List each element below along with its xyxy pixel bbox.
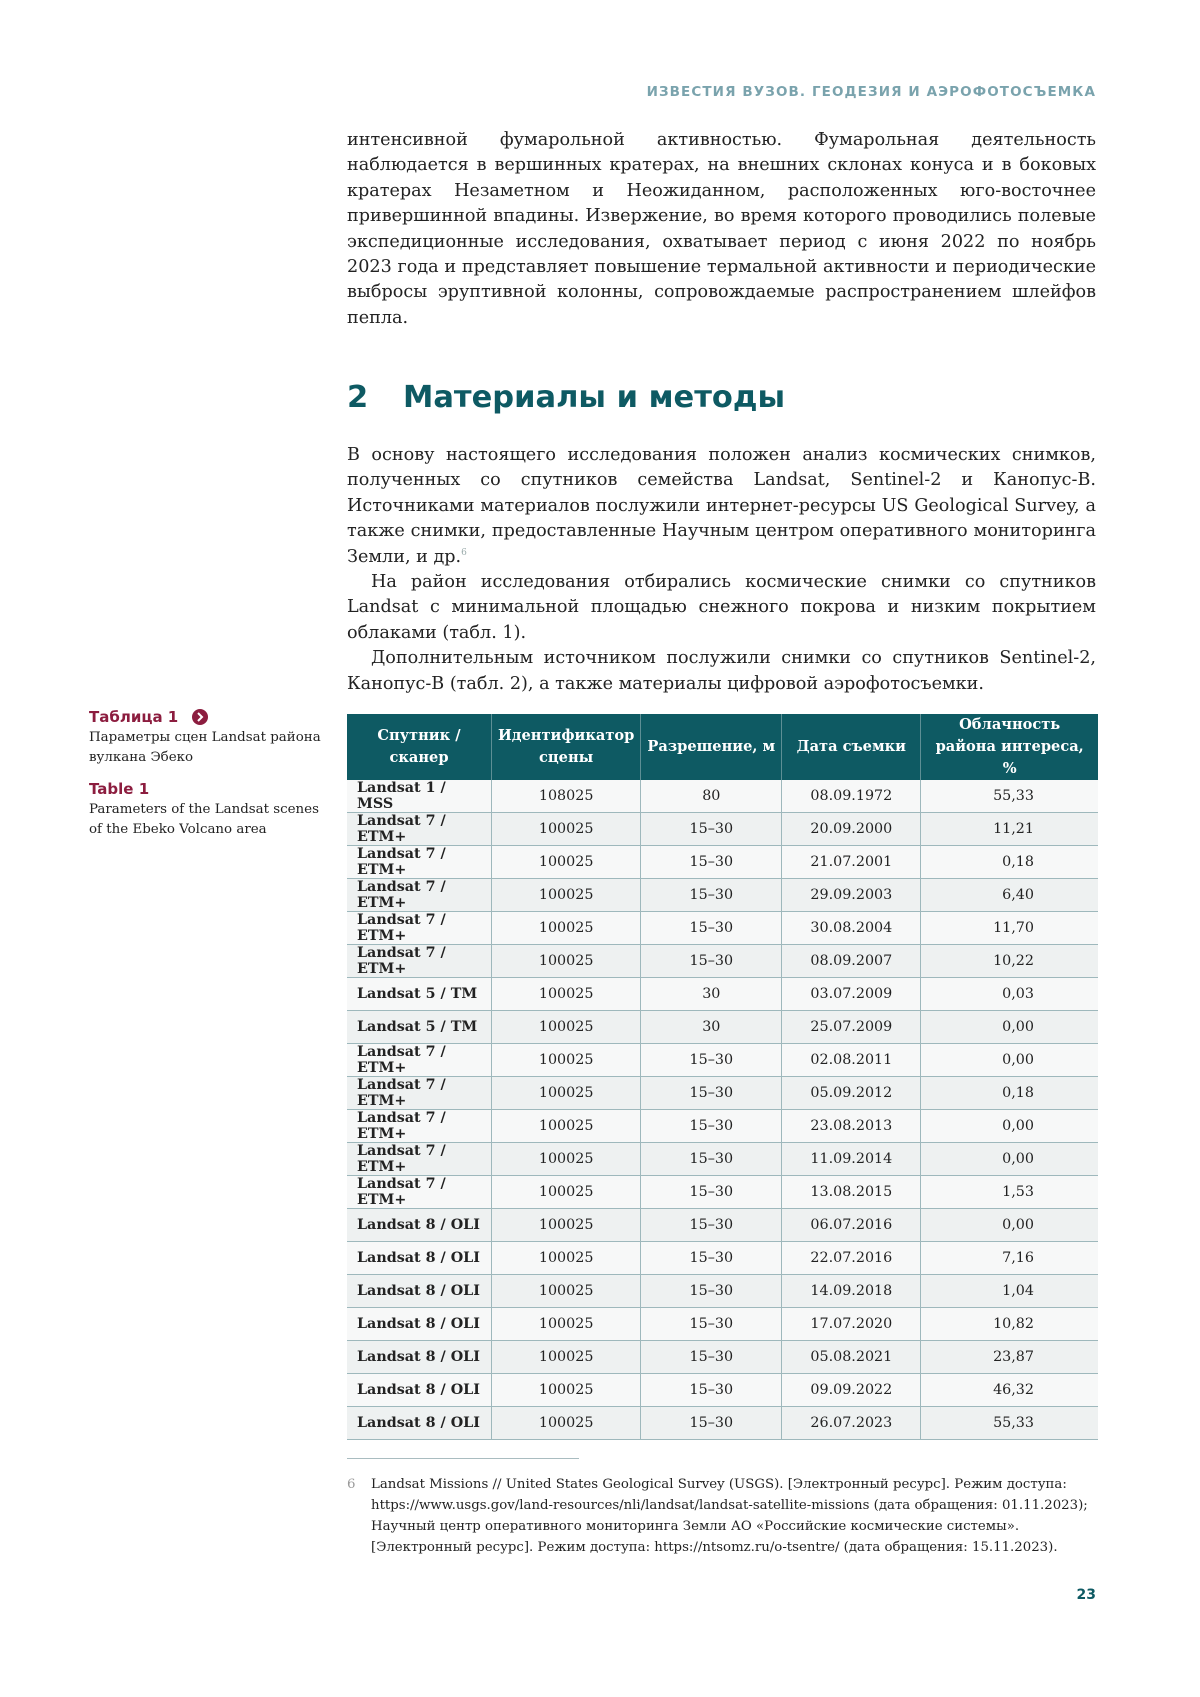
table-caption-en	[89, 780, 329, 840]
table-cell: 08.09.1972	[782, 780, 921, 813]
table-cell: Landsat 7 / ETM+	[347, 813, 492, 846]
table-cell: 20.09.2000	[782, 813, 921, 846]
table-cell: 26.07.2023	[782, 1407, 921, 1440]
table-cell: 02.08.2011	[782, 1044, 921, 1077]
table-row	[347, 1275, 1098, 1308]
table-header-row	[347, 714, 1098, 780]
column-header: Идентификатор сцены	[492, 714, 641, 780]
table-cell: 0,18	[921, 1077, 1098, 1110]
table-row	[347, 1374, 1098, 1407]
table-row	[347, 1011, 1098, 1044]
table-cell: Landsat 5 / TM	[347, 978, 492, 1011]
table-cell: 30	[641, 978, 782, 1011]
table-cell: Landsat 7 / ETM+	[347, 1110, 492, 1143]
landsat-scenes-table	[347, 714, 1098, 1440]
table-cell: 100025	[492, 879, 641, 912]
table-cell: 100025	[492, 1242, 641, 1275]
table-row	[347, 912, 1098, 945]
table-cell: 22.07.2016	[782, 1242, 921, 1275]
table-cell: 0,00	[921, 1209, 1098, 1242]
methods-paragraph-2: На район исследования отбирались космические снимки со спутников Landsat с минимальной площадью снежного покрова и низким покрытием облаками (табл. 1).	[347, 572, 1096, 643]
table-cell: 100025	[492, 978, 641, 1011]
table-cell: 15–30	[641, 813, 782, 846]
table-cell: Landsat 7 / ETM+	[347, 1077, 492, 1110]
table-row	[347, 1209, 1098, 1242]
table-caption-ru	[89, 708, 329, 768]
table-cell: Landsat 7 / ETM+	[347, 879, 492, 912]
table-cell: Landsat 7 / ETM+	[347, 1044, 492, 1077]
footnote-text: Landsat Missions // United States Geological Survey (USGS). [Электронный ресурс]. Режим доступа: https://www.usgs.gov/land-resources/nli/landsat/landsat-satellite-missions (дата обращения: 01.11.2023); Научный центр оперативного мониторинга Земли АО «Российские космические системы». [Электронный ресурс]. Режим доступа: https://ntsomz.ru/o-tsentre/ (дата обращения: 15.11.2023).	[371, 1477, 1088, 1555]
table-cell: 100025	[492, 1374, 641, 1407]
column-header: Разрешение, м	[641, 714, 782, 780]
table-cell: 15–30	[641, 1275, 782, 1308]
table-cell: 6,40	[921, 879, 1098, 912]
table-cell: 15–30	[641, 1242, 782, 1275]
table-cell: Landsat 5 / TM	[347, 1011, 492, 1044]
table-cell: 15–30	[641, 1176, 782, 1209]
table-row	[347, 1407, 1098, 1440]
table-cell: 0,18	[921, 846, 1098, 879]
page-number: 23	[1076, 1587, 1096, 1603]
table-row	[347, 1242, 1098, 1275]
table-cell: 100025	[492, 1176, 641, 1209]
table-row	[347, 846, 1098, 879]
section-number: 2	[347, 380, 369, 415]
table-cell: 15–30	[641, 1077, 782, 1110]
table-cell: 100025	[492, 912, 641, 945]
table-cell: 80	[641, 780, 782, 813]
caption-label-ru	[89, 708, 329, 726]
table-cell: 03.07.2009	[782, 978, 921, 1011]
table-cell: 100025	[492, 1143, 641, 1176]
methods-paragraph-3: Дополнительным источником послужили снимки со спутников Sentinel-2, Канопус-В (табл. 2), а также материалы цифровой аэрофотосъемки.	[347, 648, 1096, 694]
table-cell: 100025	[492, 1275, 641, 1308]
table-cell: 15–30	[641, 945, 782, 978]
table-cell: 05.09.2012	[782, 1077, 921, 1110]
table-cell: Landsat 7 / ETM+	[347, 1176, 492, 1209]
table-cell: 13.08.2015	[782, 1176, 921, 1209]
table-row	[347, 1176, 1098, 1209]
footnote-ref[interactable]: 6	[461, 547, 467, 558]
table-cell: 30	[641, 1011, 782, 1044]
table-cell: 55,33	[921, 780, 1098, 813]
table-cell: 11,21	[921, 813, 1098, 846]
table-cell: 15–30	[641, 1308, 782, 1341]
table-cell: 0,00	[921, 1143, 1098, 1176]
table-cell: 100025	[492, 1308, 641, 1341]
table-row	[347, 1044, 1098, 1077]
chevron-right-icon[interactable]	[192, 709, 208, 725]
column-header: Дата съемки	[782, 714, 921, 780]
table-row	[347, 1341, 1098, 1374]
table-cell: 100025	[492, 1011, 641, 1044]
table-cell: Landsat 7 / ETM+	[347, 846, 492, 879]
table-cell: 15–30	[641, 846, 782, 879]
table-cell: 100025	[492, 1077, 641, 1110]
table-cell: 15–30	[641, 1209, 782, 1242]
table-cell: 15–30	[641, 1044, 782, 1077]
table-cell: Landsat 8 / OLI	[347, 1275, 492, 1308]
table-body	[347, 780, 1098, 1440]
table-cell: 09.09.2022	[782, 1374, 921, 1407]
table-row	[347, 945, 1098, 978]
table-cell: 29.09.2003	[782, 879, 921, 912]
table-cell: Landsat 8 / OLI	[347, 1407, 492, 1440]
table-cell: 15–30	[641, 1407, 782, 1440]
table-cell: 0,00	[921, 1044, 1098, 1077]
table-cell: 0,03	[921, 978, 1098, 1011]
table-cell: 100025	[492, 1407, 641, 1440]
table-cell: 100025	[492, 1110, 641, 1143]
table-cell: Landsat 8 / OLI	[347, 1242, 492, 1275]
table-cell: 15–30	[641, 879, 782, 912]
table-cell: 11,70	[921, 912, 1098, 945]
table-cell: Landsat 1 / MSS	[347, 780, 492, 813]
table-row	[347, 813, 1098, 846]
table-cell: 23.08.2013	[782, 1110, 921, 1143]
table-cell: 0,00	[921, 1110, 1098, 1143]
table-cell: 08.09.2007	[782, 945, 921, 978]
methods-paragraph-1	[347, 443, 1096, 570]
table-cell: 100025	[492, 1209, 641, 1242]
table-row	[347, 1077, 1098, 1110]
table-row	[347, 1143, 1098, 1176]
table-cell: 100025	[492, 813, 641, 846]
intro-paragraph: интенсивной фумарольной активностью. Фумарольная деятельность наблюдается в вершинных кратерах, на внешних склонах конуса и в боковых кратерах Незаметном и Неожиданном, расположенных юго-восточнее привершинной впадины. Извержение, во время которого проводились полевые экспедиционные исследования, охватывает период с июня 2022 по ноябрь 2023 года и представляет повышение термальной активности и периодические выбросы эруптивной колонны, сопровождаемые распространением шлейфов пепла.	[347, 130, 1096, 328]
table-cell: 100025	[492, 1044, 641, 1077]
table-cell: Landsat 7 / ETM+	[347, 945, 492, 978]
caption-text-ru: Параметры сцен Landsat района вулкана Эбеко	[89, 730, 321, 765]
caption-label-en: Table 1	[89, 780, 150, 798]
table-cell: 21.07.2001	[782, 846, 921, 879]
table-row	[347, 1308, 1098, 1341]
running-head: ИЗВЕСТИЯ ВУЗОВ. ГЕОДЕЗИЯ И АЭРОФОТОСЪЕМКА	[646, 84, 1096, 100]
column-header: Спутник / сканер	[347, 714, 492, 780]
table-cell: 15–30	[641, 1143, 782, 1176]
table-cell: 100025	[492, 846, 641, 879]
table-cell: 46,32	[921, 1374, 1098, 1407]
table-row	[347, 1110, 1098, 1143]
table-cell: 15–30	[641, 1341, 782, 1374]
table-cell: Landsat 8 / OLI	[347, 1308, 492, 1341]
table-cell: Landsat 8 / OLI	[347, 1341, 492, 1374]
caption-label-ru-text: Таблица 1	[89, 708, 179, 726]
column-header: Облачность района интереса, %	[921, 714, 1098, 780]
table-cell: 30.08.2004	[782, 912, 921, 945]
table-row	[347, 978, 1098, 1011]
table-cell: 11.09.2014	[782, 1143, 921, 1176]
table-cell: 100025	[492, 1341, 641, 1374]
footnote-number: 6	[347, 1477, 356, 1492]
table-cell: 15–30	[641, 912, 782, 945]
table-cell: 55,33	[921, 1407, 1098, 1440]
table-cell: Landsat 8 / OLI	[347, 1209, 492, 1242]
table-row	[347, 780, 1098, 813]
table-cell: 17.07.2020	[782, 1308, 921, 1341]
table-row	[347, 879, 1098, 912]
section-title: Материалы и методы	[403, 380, 786, 415]
table-cell: 25.07.2009	[782, 1011, 921, 1044]
table-cell: 100025	[492, 945, 641, 978]
table-cell: 1,53	[921, 1176, 1098, 1209]
caption-text-en: Parameters of the Landsat scenes of the Ebeko Volcano area	[89, 802, 319, 837]
table-cell: 108025	[492, 780, 641, 813]
table-cell: 05.08.2021	[782, 1341, 921, 1374]
table-cell: 06.07.2016	[782, 1209, 921, 1242]
methods-paragraph-1-text: В основу настоящего исследования положен анализ космических снимков, полученных со спутников семейства Landsat, Sentinel-2 и Канопус-В. Источниками материалов послужили интернет-ресурсы US Geological Survey, а также снимки, предоставленные Научным центром оперативного мониторинга Земли, и др.	[347, 445, 1096, 567]
table-cell: 14.09.2018	[782, 1275, 921, 1308]
methods-text	[347, 443, 1096, 697]
table-cell: 0,00	[921, 1011, 1098, 1044]
table-cell: Landsat 8 / OLI	[347, 1374, 492, 1407]
table-cell: 15–30	[641, 1110, 782, 1143]
footnote-divider	[347, 1458, 579, 1459]
table-cell: 10,22	[921, 945, 1098, 978]
table-cell: 1,04	[921, 1275, 1098, 1308]
table-cell: 10,82	[921, 1308, 1098, 1341]
section-heading	[347, 380, 785, 415]
table-cell: 15–30	[641, 1374, 782, 1407]
footnote	[347, 1474, 1098, 1558]
table-cell: Landsat 7 / ETM+	[347, 912, 492, 945]
table-cell: 23,87	[921, 1341, 1098, 1374]
table-cell: Landsat 7 / ETM+	[347, 1143, 492, 1176]
table-cell: 7,16	[921, 1242, 1098, 1275]
